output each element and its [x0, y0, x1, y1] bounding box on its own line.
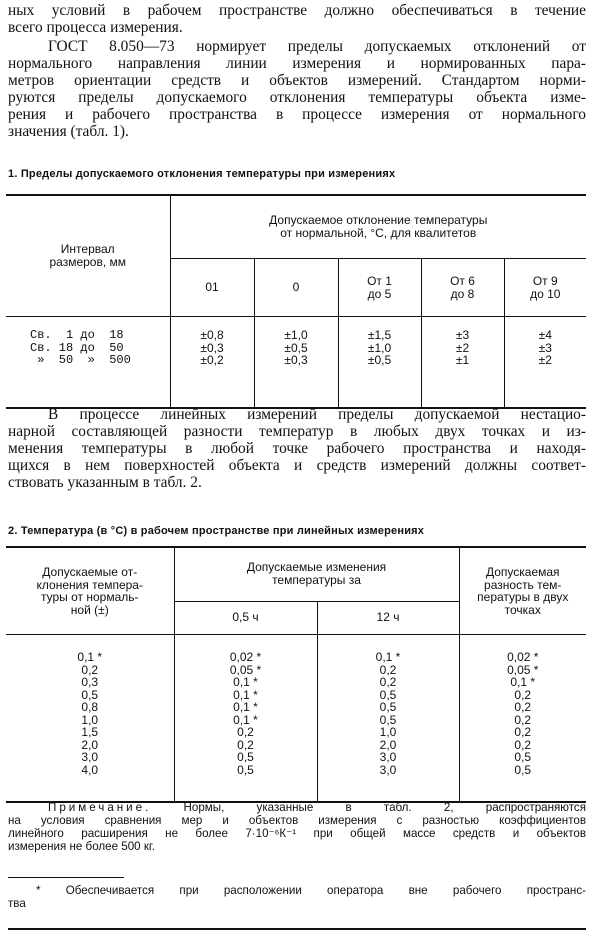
text-line: щихся в нем поверхностей объекта и средств измерений должны соответ- [8, 457, 586, 474]
header-line: от нормальной, °С, для квалитетов [280, 226, 477, 240]
gost-paragraph [8, 38, 586, 140]
table-cell: 0,1 * [233, 712, 258, 727]
size-interval-header [6, 195, 170, 317]
table-cell: ±2 [455, 340, 470, 355]
footnote [8, 884, 586, 910]
half-hour-column [174, 635, 317, 803]
text-line: ствовать указанным в табл. 2. [8, 474, 202, 491]
table-cell: ±1,0 [367, 340, 392, 355]
note-text: Нормы, указанные в табл. 2, распространяются [151, 801, 586, 814]
column-9-10-values [504, 317, 586, 409]
header-line: Интервал [60, 242, 115, 256]
text-line: на условия сравнения мер и объектов измерения с разностью коэффициентов [8, 814, 586, 827]
table-cell: ±1,0 [284, 328, 308, 342]
table-cell: 0,3 [81, 675, 99, 689]
table-cell: 0,1 * [233, 675, 258, 689]
table-cell: 2,0 [379, 737, 397, 752]
text-line: ных условий в рабочем пространстве должно обеспечиваться в течение [8, 2, 586, 19]
header-line: туры от нормаль- [40, 590, 139, 604]
table-cell: 0,2 [514, 737, 532, 752]
header-line: 01 [205, 280, 219, 294]
header-line: размеров, мм [49, 255, 127, 269]
table-cell: 0,1 * [233, 700, 258, 714]
text-line: значения (табл. 1). [8, 123, 129, 140]
table2 [6, 546, 586, 803]
table-cell: 0,2 [379, 662, 397, 677]
table-cell: ±2 [538, 353, 552, 367]
header-line: От 1 [367, 273, 392, 288]
quality-header-0 [254, 259, 338, 317]
table1 [6, 194, 586, 409]
table-cell: 1,0 [81, 712, 99, 727]
table-cell: 0,2 [514, 687, 532, 702]
half-hour-header: 0,5 ч [174, 601, 317, 634]
text-line: тва [8, 897, 26, 910]
table-note [8, 801, 586, 853]
table-cell: 0,5 [237, 762, 254, 777]
header-line: Допускаемое отклонение температуры [269, 213, 488, 227]
table-cell: 0,1 * [375, 650, 401, 664]
table-cell: ±0,3 [200, 340, 224, 355]
column-6-8-values [421, 317, 504, 409]
twelve-hour-header: 12 ч [317, 601, 459, 634]
deviation-header [6, 547, 174, 635]
table-cell: ±0,2 [200, 353, 224, 367]
text-line: рения и рабочего пространства в процессе измерения от нормального [8, 106, 586, 123]
table-cell: ±3 [455, 328, 470, 342]
table-cell: ±0,5 [367, 353, 392, 367]
table-cell: 0,02 * [507, 650, 539, 664]
table-cell: ±1 [455, 353, 470, 367]
table-cell: 0,5 [514, 762, 532, 777]
table-cell: ±3 [538, 340, 552, 355]
table2-caption: 2. Температура (в °С) в рабочем пространстве при линейных измерениях [8, 525, 425, 537]
header-line: температуры за [272, 573, 361, 588]
table-cell: 0,5 [379, 687, 397, 702]
text-line [8, 801, 586, 814]
header-line: Допускаемые от- [42, 565, 138, 579]
table-cell: 0,2 [514, 712, 532, 727]
difference-column [459, 635, 586, 803]
table-cell: 0,1 * [77, 650, 103, 664]
table-cell: ±4 [538, 328, 552, 342]
text-line: менения температуры в любой точке рабочего пространства и находя- [8, 440, 586, 457]
table-cell: 3,0 [379, 762, 397, 777]
header-line: разность тем- [484, 577, 562, 592]
header-line: От 6 [450, 273, 475, 288]
linear-measurement-paragraph [8, 406, 586, 491]
text-line: метров ориентации средств и объектов измерений. Стандартом норми- [8, 72, 586, 89]
column-1-5-values [338, 317, 421, 409]
table-cell: Св. 1 до 18 [30, 328, 124, 342]
quality-header-1-5 [338, 259, 421, 317]
table-cell: » 50 » 500 [30, 353, 131, 367]
quality-header-9-10 [504, 259, 586, 317]
header-line: клонения темпера- [36, 577, 143, 592]
table-cell: 0,2 [514, 725, 532, 739]
text-line: нормального направления линии измерения и нормированных пара- [8, 55, 586, 72]
size-interval-column [6, 317, 170, 409]
intro-paragraph [8, 2, 586, 36]
deviation-column [6, 635, 174, 803]
header-line: пературы в двух [477, 590, 569, 604]
header-line: 0 [292, 280, 300, 294]
difference-header [459, 547, 586, 635]
table-cell: 0,1 * [510, 675, 536, 689]
table-cell: 3,0 [379, 750, 397, 764]
header-line: ной (±) [70, 602, 109, 617]
header-line: Допускаемая [485, 565, 560, 579]
table-cell: Св. 18 до 50 [30, 340, 124, 355]
table-cell: ±1,5 [367, 328, 392, 342]
table-cell: 0,5 [379, 700, 397, 714]
table-cell: 1,5 [81, 725, 99, 739]
text-line: руются пределы допускаемого отклонения температуры объекта изме- [8, 89, 586, 106]
table-cell: ±0,5 [284, 340, 308, 355]
table-cell: 0,02 * [229, 650, 262, 664]
table-cell: 0,5 [237, 750, 254, 764]
header-line: до 10 [530, 286, 561, 301]
text-line: В процессе линейных измерений пределы допускаемой нестацио- [48, 406, 586, 423]
quality-header-01 [170, 259, 254, 317]
text-line: измерения не более 500 кг. [8, 840, 155, 853]
table-cell: ±0,3 [284, 353, 308, 367]
table-cell: 0,2 [81, 662, 99, 677]
table-cell: 0,5 [514, 750, 532, 764]
quality-header-6-8 [421, 259, 504, 317]
table-cell: ±0,8 [200, 328, 224, 342]
twelve-hour-column [317, 635, 459, 803]
table-cell: 0,2 [514, 700, 532, 714]
text-line: * Обеспечивается при расположении оператора вне рабочего пространс- [36, 884, 586, 897]
table-cell: 0,2 [237, 737, 254, 752]
table-cell: 0,5 [81, 687, 99, 702]
text-line: всего процесса измерения. [8, 19, 183, 36]
table-cell: 2,0 [81, 737, 99, 752]
footnote-divider [8, 877, 124, 878]
change-group-header [174, 547, 459, 601]
table-cell: 4,0 [81, 762, 99, 777]
header-line: до 8 [450, 286, 475, 301]
header-line: до 5 [367, 286, 392, 301]
header-line: Допускаемые изменения [246, 560, 387, 575]
text-line: нарной составляющей разности температур в любых двух точках и из- [8, 423, 586, 440]
note-label: Примечание. [48, 801, 152, 814]
table-cell: 0,1 * [233, 687, 258, 702]
table-cell: 0,8 [81, 700, 99, 714]
table-cell: 0,2 [237, 725, 254, 739]
table-cell: 0,05 * [507, 662, 539, 677]
deviation-group-header [170, 195, 586, 259]
page-bottom-rule [8, 928, 586, 930]
header-line: От 9 [532, 273, 558, 288]
table-cell: 0,05 * [229, 662, 262, 677]
table1-caption: 1. Пределы допускаемого отклонения температуры при измерениях [8, 168, 396, 180]
text-line: ГОСТ 8.050—73 нормирует пределы допускаемых отклонений от [48, 38, 586, 55]
text-line: линейного расширения не более 7·10⁻⁶К⁻¹ при общей массе средств и объектов [8, 827, 586, 840]
table-cell: 1,0 [379, 725, 397, 739]
column-0-values [254, 317, 338, 409]
table-cell: 3,0 [81, 750, 99, 764]
header-line: точках [504, 602, 541, 617]
table-cell: 0,2 [379, 675, 397, 689]
table-cell: 0,5 [379, 712, 397, 727]
column-01-values [170, 317, 254, 409]
